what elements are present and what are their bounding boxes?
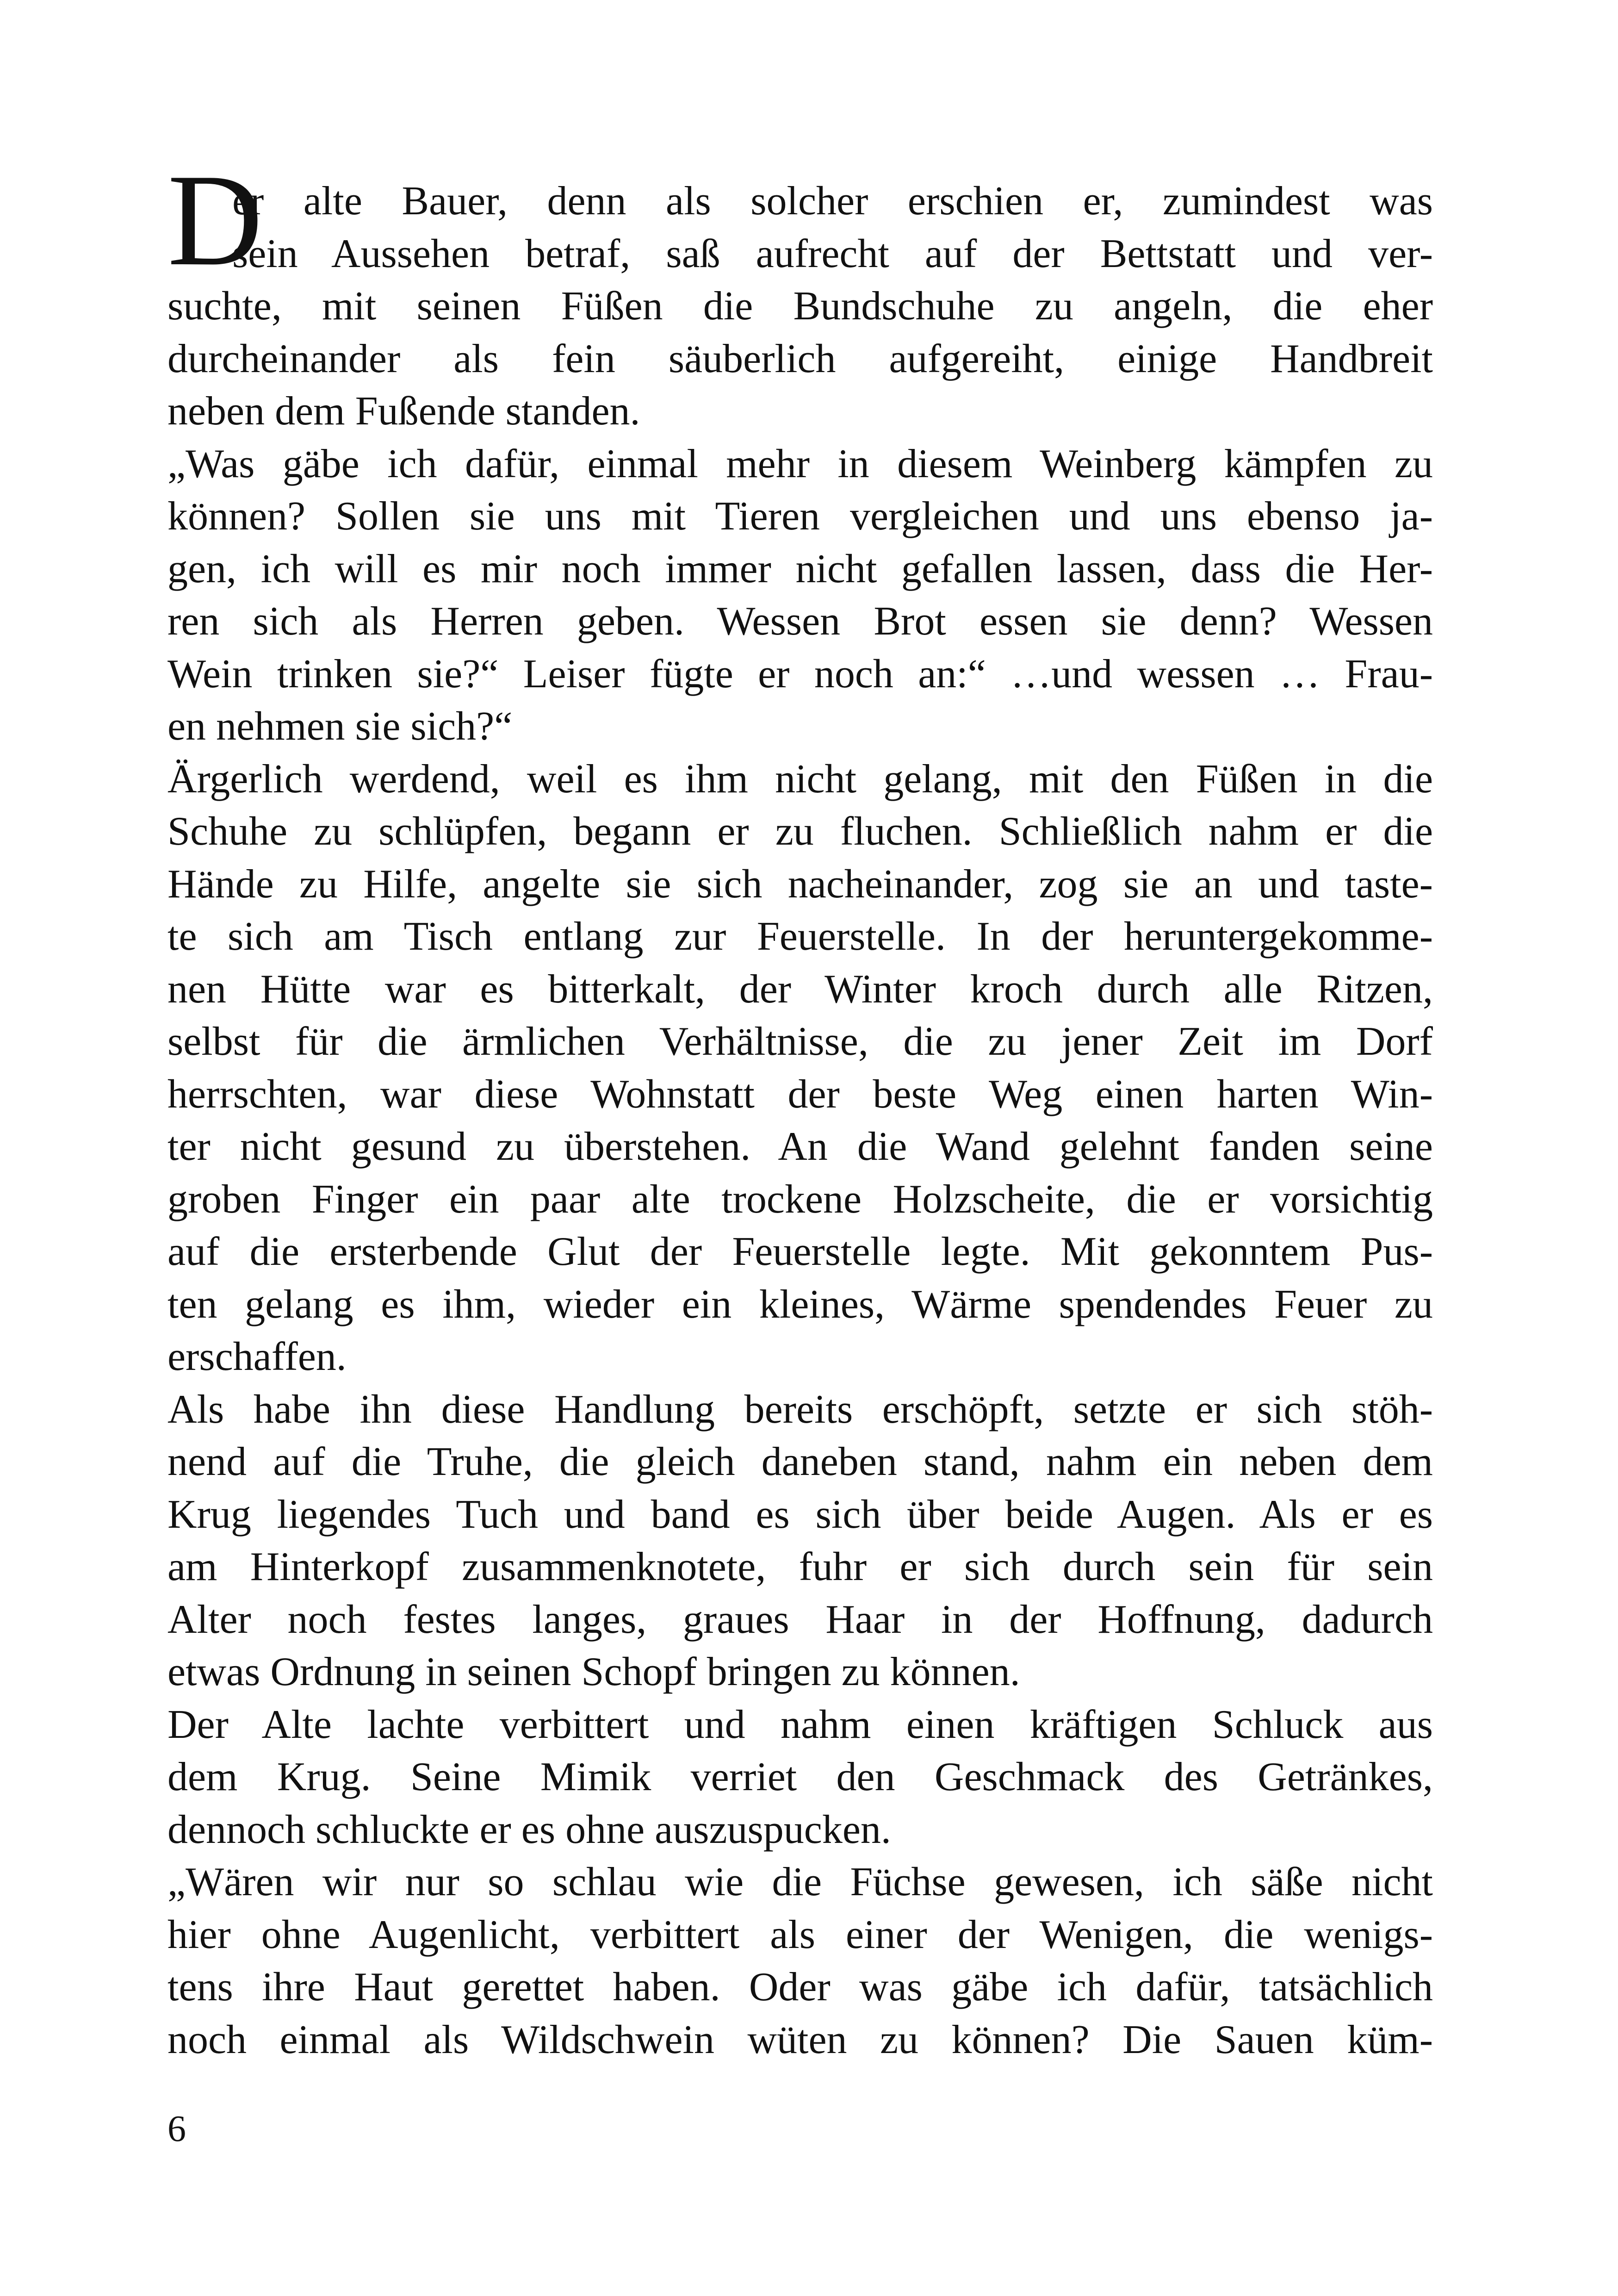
text-line: Als habe ihn diese Handlung bereits erschöpft, setzte er sich stöh-: [167, 1387, 1433, 1432]
text-line: gen, ich will es mir noch immer nicht gefallen lassen, dass die Her-: [167, 546, 1433, 591]
text-line: nend auf die Truhe, die gleich daneben stand, nahm ein neben dem: [167, 1439, 1433, 1484]
text-line: Wein trinken sie?“ Leiser fügte er noch an:“ …und wessen … Frau-: [167, 651, 1433, 697]
text-line: tens ihre Haut gerettet haben. Oder was gäbe ich dafür, tatsächlich: [167, 1965, 1433, 2010]
text-line: sein Aussehen betraf, saß aufrecht auf der Bettstatt und ver-: [232, 231, 1433, 276]
text-line: Ärgerlich werdend, weil es ihm nicht gelang, mit den Füßen in die: [167, 756, 1433, 802]
text-line: neben dem Fußende standen.: [167, 389, 640, 434]
text-line: Alter noch festes langes, graues Haar in der Hoffnung, dadurch: [167, 1597, 1433, 1642]
text-line: suchte, mit seinen Füßen die Bundschuhe zu angeln, die eher: [167, 284, 1433, 329]
text-line: „Was gäbe ich dafür, einmal mehr in diesem Weinberg kämpfen zu: [167, 441, 1433, 486]
text-line: te sich am Tisch entlang zur Feuerstelle. In der heruntergekomme-: [167, 914, 1433, 959]
text-line: Der Alte lachte verbittert und nahm einen kräftigen Schluck aus: [167, 1702, 1433, 1747]
text-line: en nehmen sie sich?“: [167, 704, 513, 749]
text-line: selbst für die ärmlichen Verhältnisse, die zu jener Zeit im Dorf: [167, 1019, 1433, 1064]
text-line: ren sich als Herren geben. Wessen Brot essen sie denn? Wessen: [167, 599, 1433, 644]
text-line: dennoch schluckte er es ohne auszuspucken.: [167, 1807, 891, 1852]
text-line: „Wären wir nur so schlau wie die Füchse gewesen, ich säße nicht: [167, 1860, 1433, 1904]
text-line: erschaffen.: [167, 1334, 347, 1379]
text-line: er alte Bauer, denn als solcher erschien er, zumindest was: [232, 179, 1433, 224]
text-line: ter nicht gesund zu überstehen. An die Wand gelehnt fanden seine: [167, 1124, 1433, 1169]
text-line: nen Hütte war es bitterkalt, der Winter kroch durch alle Ritzen,: [167, 966, 1433, 1012]
text-line: noch einmal als Wildschwein wüten zu können? Die Sauen küm-: [167, 2017, 1433, 2062]
text-line: durcheinander als fein säuberlich aufgereiht, einige Handbreit: [167, 336, 1433, 381]
text-line: herrschten, war diese Wohnstatt der beste Weg einen harten Win-: [167, 1071, 1433, 1117]
text-line: hier ohne Augenlicht, verbittert als einer der Wenigen, die wenigs-: [167, 1912, 1433, 1957]
text-line: Hände zu Hilfe, angelte sie sich nacheinander, zog sie an und taste-: [167, 861, 1433, 907]
page-number: 6: [167, 2109, 186, 2149]
text-line: auf die ersterbende Glut der Feuerstelle legte. Mit gekonntem Pus-: [167, 1229, 1433, 1274]
text-line: können? Sollen sie uns mit Tieren vergleichen und uns ebenso ja-: [167, 494, 1433, 539]
paragraph-lines: [167, 280, 1433, 2066]
text-line: dem Krug. Seine Mimik verriet den Geschmack des Getränkes,: [167, 1755, 1433, 1799]
text-line: groben Finger ein paar alte trockene Holzscheite, die er vorsichtig: [167, 1176, 1433, 1222]
text-line: Schuhe zu schlüpfen, begann er zu fluchen. Schließlich nahm er die: [167, 809, 1433, 854]
text-line: Krug liegendes Tuch und band es sich über beide Augen. Als er es: [167, 1492, 1433, 1537]
text-line: etwas Ordnung in seinen Schopf bringen zu können.: [167, 1649, 1020, 1694]
body-text: [167, 175, 1433, 2066]
text-line: am Hinterkopf zusammenknotete, fuhr er sich durch sein für sein: [167, 1544, 1433, 1589]
text-line: ten gelang es ihm, wieder ein kleines, Wärme spendendes Feuer zu: [167, 1282, 1433, 1327]
drop-cap-letter: D: [167, 147, 263, 293]
